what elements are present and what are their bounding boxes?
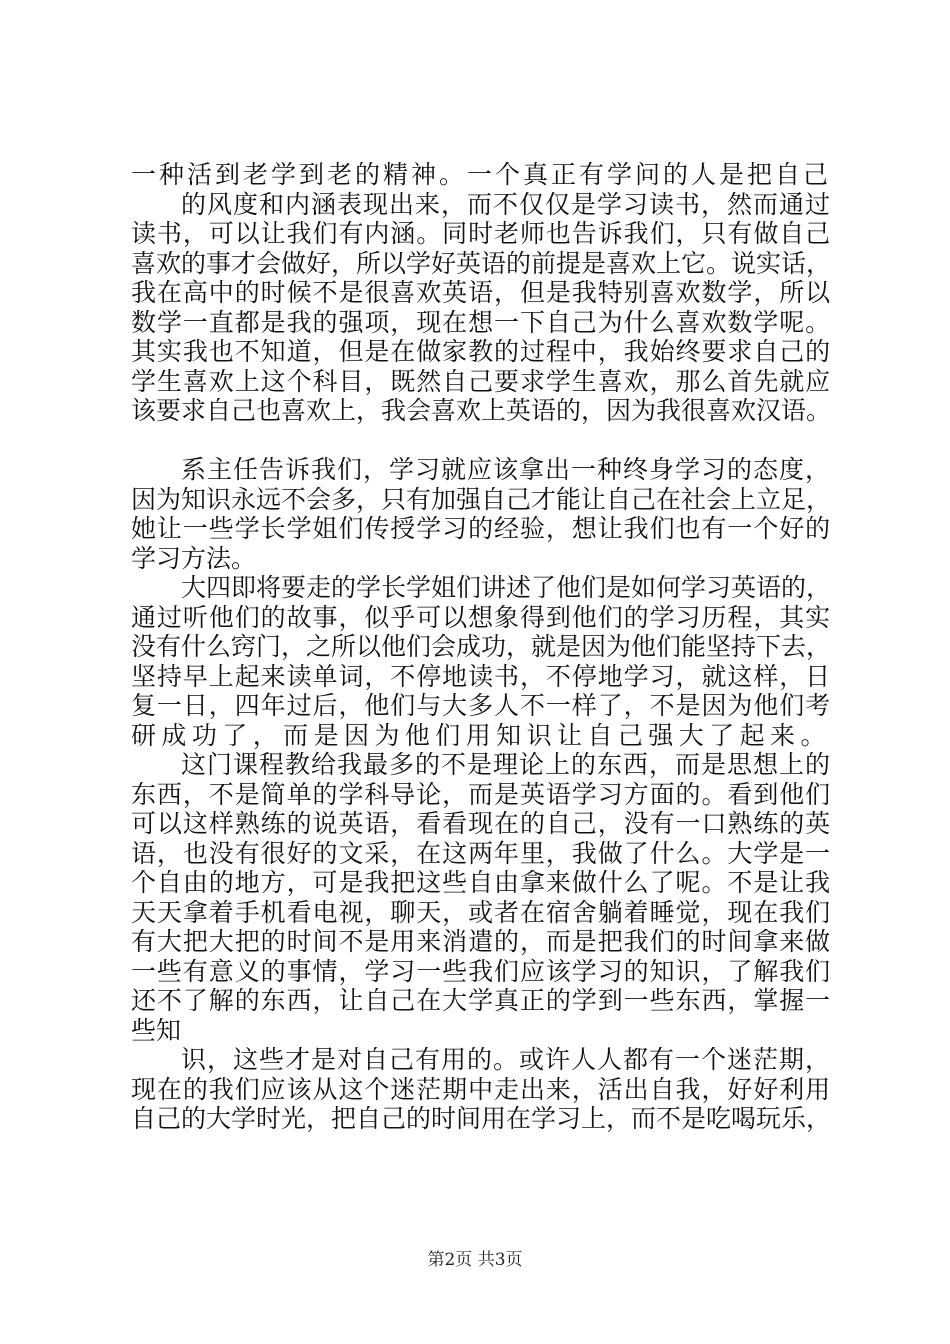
- text-line: 还不了解的东西，让自己在大学真正的学到一些东西，掌握一: [131, 986, 832, 1015]
- document-body: [131, 160, 831, 1134]
- page-footer: 第2页 共3页: [427, 1250, 523, 1270]
- text-line: 有大把大把的时间不是用来消遣的，而是把我们的时间拿来做: [131, 927, 832, 956]
- text-line: 读书，可以让我们有内涵。同时老师也告诉我们，只有做自己: [131, 219, 832, 248]
- text-line: 语，也没有很好的文采，在这两年里，我做了什么。大学是一: [131, 838, 832, 868]
- text-line: 该要求自己也喜欢上，我会喜欢上英语的，因为我很喜欢汉语。: [131, 396, 832, 425]
- text-line: 自己的大学时光，把自己的时间用在学习上，而不是吃喝玩乐，: [131, 1104, 832, 1133]
- text-line: 识，这些才是对自己有用的。或许人人都有一个迷茫期，: [181, 1045, 832, 1074]
- text-line: 没有什么窍门，之所以他们会成功，就是因为他们能坚持下去，: [131, 632, 832, 661]
- text-line: 复一日，四年过后，他们与大多人不一样了，不是因为他们考: [131, 691, 832, 720]
- text-line: 学生喜欢上这个科目，既然自己要求学生喜欢，那么首先就应: [131, 366, 832, 396]
- text-line: 大四即将要走的学长学姐们讲述了他们是如何学习英语的，: [181, 573, 832, 602]
- text-line: 我在高中的时候不是很喜欢英语，但是我特别喜欢数学，所以: [131, 278, 832, 307]
- text-line: 可以这样熟练的说英语，看看现在的自己，没有一口熟练的英: [131, 809, 832, 838]
- text-line: 这门课程教给我最多的不是理论上的东西，而是思想上的: [181, 750, 832, 779]
- text-line: 一些有意义的事情，学习一些我们应该学习的知识，了解我们: [131, 956, 832, 986]
- text-line: 坚持早上起来读单词，不停地读书，不停地学习，就这样，日: [131, 661, 832, 691]
- text-line: 些知: [131, 1015, 182, 1045]
- text-line: 个自由的地方，可是我把这些自由拿来做什么了呢。不是让我: [131, 868, 832, 897]
- text-line: 东西，不是简单的学科导论，而是英语学习方面的。看到他们: [131, 779, 832, 809]
- text-line: 现在的我们应该从这个迷茫期中走出来，活出自我，好好利用: [131, 1074, 832, 1104]
- text-line: 学习方法。: [131, 543, 257, 573]
- text-line: 数学一直都是我的强项，现在想一下自己为什么喜欢数学呢。: [131, 307, 832, 337]
- text-line: 通过听他们的故事，似乎可以想象得到他们的学习历程，其实: [131, 602, 832, 632]
- text-line: 因为知识永远不会多，只有加强自己才能让自己在社会上立足，: [131, 484, 832, 514]
- blank-line: [131, 426, 831, 456]
- text-line: 一种活到老学到老的精神。一个真正有学问的人是把自己: [131, 160, 832, 189]
- text-line: 其实我也不知道，但是在做家教的过程中，我始终要求自己的: [131, 337, 832, 366]
- text-line: 系主任告诉我们，学习就应该拿出一种终身学习的态度，: [181, 455, 832, 484]
- text-line: 她让一些学长学姐们传授学习的经验，想让我们也有一个好的: [131, 514, 832, 543]
- text-line: 研成功了，而是因为他们用知识让自己强大了起来。: [131, 720, 831, 750]
- text-line: 天天拿着手机看电视，聊天，或者在宿舍躺着睡觉，现在我们: [131, 897, 832, 927]
- text-line: 喜欢的事才会做好，所以学好英语的前提是喜欢上它。说实话，: [131, 248, 832, 278]
- text-line: 的风度和内涵表现出来，而不仅仅是学习读书，然而通过: [181, 189, 832, 219]
